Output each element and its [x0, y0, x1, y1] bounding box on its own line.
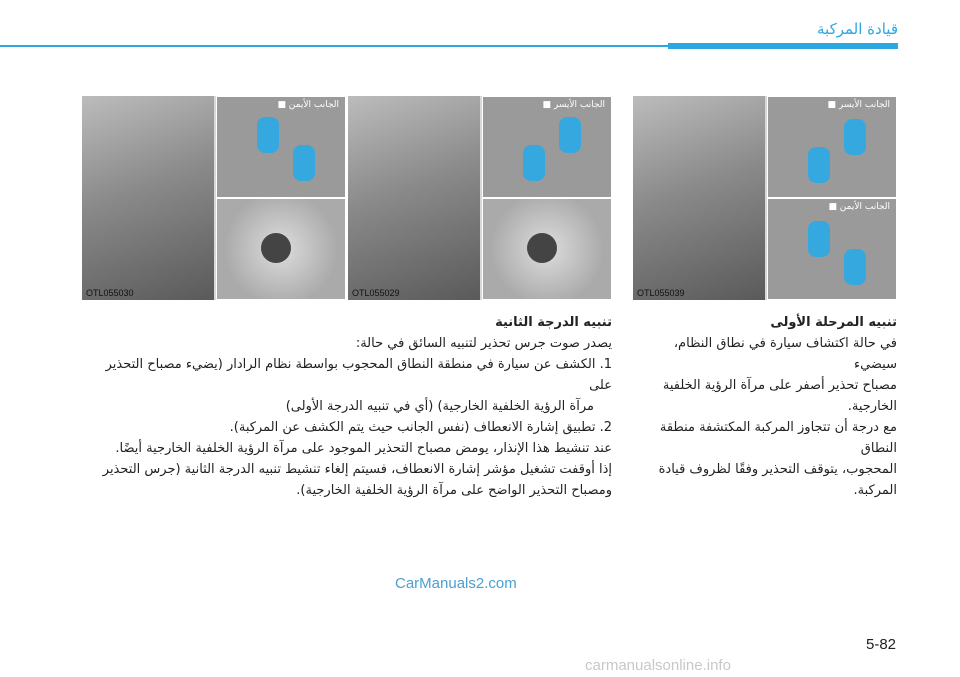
text-line: المركبة. — [853, 483, 897, 498]
watermark: CarManuals2.com — [395, 575, 517, 592]
car-icon — [808, 147, 830, 183]
inset-label: الجانب الأيسر ■ — [542, 100, 605, 110]
text-line: إذا أوقفت تشغيل مؤشر إشارة الانعطاف، فسيتم إلغاء تنشيط تنبيه الدرجة الثانية (جرس التحذير — [102, 462, 612, 477]
second-alert-heading: تنبيه الدرجة الثانية — [495, 315, 612, 330]
header-title: قيادة المركبة — [817, 20, 898, 38]
page-number: 5-82 — [866, 636, 897, 653]
side-mirror-photo — [348, 96, 480, 300]
figure-code: OTL055039 — [637, 288, 685, 298]
figure-code: OTL055029 — [352, 288, 400, 298]
inset-speaker — [482, 198, 612, 300]
speaker-icon — [261, 233, 291, 263]
inset-traffic-left — [767, 96, 897, 198]
figure-panel-1 — [82, 96, 346, 300]
text-line: 2. تطبيق إشارة الانعطاف (نفس الجانب حيث يتم الكشف عن المركبة). — [229, 420, 612, 435]
car-icon — [257, 117, 279, 153]
side-mirror-photo — [633, 96, 765, 300]
car-icon — [844, 249, 866, 285]
text-line: المحجوب، يتوقف التحذير وفقًا لظروف قيادة — [658, 462, 897, 477]
text-line: يصدر صوت جرس تحذير لتنبيه السائق في حالة: — [355, 336, 612, 351]
inset-label: الجانب الأيمن ■ — [828, 202, 890, 212]
car-icon — [559, 117, 581, 153]
inset-label: الجانب الأيمن ■ — [277, 100, 339, 110]
car-icon — [523, 145, 545, 181]
side-mirror-photo — [82, 96, 214, 300]
text-line: مصباح تحذير أصفر على مرآة الرؤية الخلفية — [662, 378, 897, 393]
text-line: 1. الكشف عن سيارة في منطقة النطاق المحجوب بواسطة نظام الرادار (يضيء مصباح التحذير على — [105, 357, 612, 393]
text-line: ومصباح التحذير الواضح على مرآة الرؤية الخلفية الخارجية). — [296, 483, 612, 498]
first-alert-heading: تنبيه المرحلة الأولى — [770, 315, 897, 330]
text-line: عند تنشيط هذا الإنذار، يومض مصباح التحذير الموجود على مرآة الرؤية الخلفية الخارجية أيضًا. — [115, 441, 612, 456]
text-line: الخارجية. — [847, 399, 897, 414]
car-icon — [844, 119, 866, 155]
text-line: مرآة الرؤية الخلفية الخارجية) (أي في تنبيه الدرجة الأولى) — [285, 399, 594, 414]
inset-speaker — [216, 198, 346, 300]
speaker-icon — [527, 233, 557, 263]
text-line: مع درجة أن تتجاوز المركبة المكتشفة منطقة النطاق — [659, 420, 897, 456]
inset-traffic — [216, 96, 346, 198]
figure-code: OTL055030 — [86, 288, 134, 298]
car-icon — [293, 145, 315, 181]
text-line: في حالة اكتشاف سيارة في نطاق النظام، سيضيء — [673, 336, 897, 372]
figure-panel-2 — [348, 96, 612, 300]
figure-panel-3 — [633, 96, 897, 300]
header-rule — [0, 45, 898, 47]
inset-traffic — [482, 96, 612, 198]
first-alert-section — [633, 312, 897, 501]
inset-label: الجانب الأيسر ■ — [827, 100, 890, 110]
inset-traffic-right — [767, 198, 897, 300]
footer-brand: carmanualsonline.info — [585, 657, 731, 674]
car-icon — [808, 221, 830, 257]
second-alert-section — [82, 312, 612, 501]
